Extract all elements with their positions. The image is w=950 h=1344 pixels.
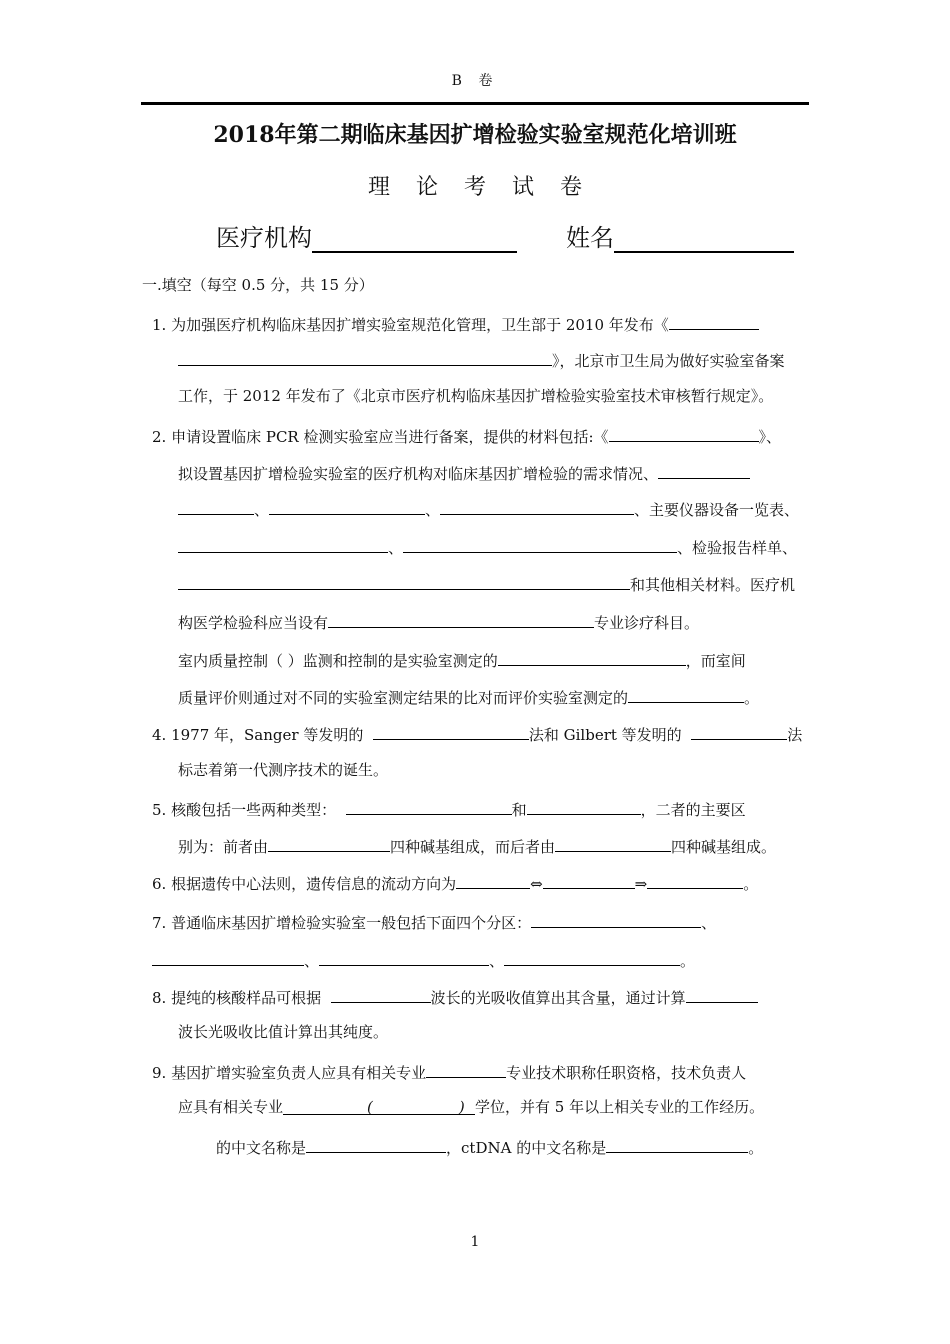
answer-blank[interactable] <box>628 685 744 703</box>
answer-blank[interactable] <box>504 948 680 966</box>
q4-line-1: 4. 1977 年，Sanger 等发明的 法和 Gilbert 等发明的 法 <box>152 722 802 745</box>
q1-line-3: 工作，于 2012 年发布了《北京市医疗机构临床基因扩增检验实验室技术审核暂行规定》。 <box>178 387 774 405</box>
answer-blank[interactable] <box>498 648 686 666</box>
q1-line-2: 》，北京市卫生局为做好实验室备案 <box>178 348 785 371</box>
answer-blank[interactable] <box>691 722 787 740</box>
exam-title: 2018年第二期临床基因扩增检验实验室规范化培训班 <box>213 122 737 148</box>
q8-line-2: 波长光吸收比值计算出其纯度。 <box>178 1023 389 1041</box>
answer-blank[interactable] <box>647 871 743 889</box>
q2-line-2: 拟设置基因扩增检验实验室的医疗机构对临床基因扩增检验的需求情况、 <box>178 461 750 484</box>
institution-blank[interactable] <box>312 223 517 253</box>
answer-blank[interactable] <box>178 348 552 366</box>
name-label: 姓名 <box>566 224 614 252</box>
answer-blank[interactable] <box>178 535 388 553</box>
answer-blank[interactable] <box>669 312 759 330</box>
q2-line-3: 、 、 、主要仪器设备一览表、 <box>178 497 799 520</box>
exam-version-label: B 卷 <box>451 73 499 89</box>
q3-line-1: 室内质量控制（ ）监测和控制的是实验室测定的 ，而室间 <box>178 648 746 671</box>
answer-blank[interactable] <box>346 797 512 815</box>
answer-blank[interactable] <box>686 985 758 1003</box>
answer-blank[interactable] <box>152 948 304 966</box>
q3-line-2: 质量评价则通过对不同的实验室测定结果的比对而评价实验室测定的 。 <box>178 685 759 708</box>
q2-line-6: 构医学检验科应当设有 专业诊疗科目。 <box>178 610 699 633</box>
answer-blank[interactable] <box>658 461 750 479</box>
q4-line-2: 标志着第一代测序技术的诞生。 <box>178 761 389 779</box>
exam-subtitle: 理论考试卷 <box>367 175 608 200</box>
answer-blank[interactable] <box>269 497 425 515</box>
answer-blank[interactable] <box>331 985 431 1003</box>
answer-blank[interactable] <box>403 535 677 553</box>
section-heading: 一.填空（每空 0.5 分，共 15 分） <box>142 276 374 294</box>
q5-line-2: 别为：前者由 四种碱基组成，而后者由 四种碱基组成。 <box>178 834 776 857</box>
institution-field <box>216 218 517 253</box>
q7-line-2: 、 、 。 <box>152 948 695 971</box>
answer-blank[interactable] <box>609 424 759 442</box>
page-number: 1 <box>470 1234 480 1250</box>
q6-line-1: 6. 根据遗传中心法则，遗传信息的流动方向为 ⇔ ⇒ 。 <box>152 871 758 894</box>
header-rule <box>141 102 809 105</box>
q1-line-1: 1. 为加强医疗机构临床基因扩增实验室规范化管理，卫生部于 2010 年发布《 <box>152 312 759 335</box>
answer-blank[interactable] <box>328 610 594 628</box>
q10-line-1: 的中文名称是 ，ctDNA 的中文名称是 。 <box>216 1135 763 1158</box>
answer-blank[interactable] <box>178 497 254 515</box>
q9-line-2: 应具有相关专业 ( ) 学位，并有 5 年以上相关专业的工作经历。 <box>178 1098 765 1116</box>
name-field <box>566 218 794 253</box>
answer-blank[interactable] <box>606 1135 748 1153</box>
answer-blank[interactable] <box>555 834 671 852</box>
q5-line-1: 5. 核酸包括一些两种类型： 和 ，二者的主要区 <box>152 797 746 820</box>
answer-blank[interactable] <box>373 722 529 740</box>
q2-line-1: 2. 申请设置临床 PCR 检测实验室应当进行备案，提供的材料包括:《 》、 <box>152 424 781 447</box>
name-blank[interactable] <box>614 223 794 253</box>
answer-blank[interactable] <box>543 871 635 889</box>
answer-blank[interactable] <box>319 948 489 966</box>
answer-blank[interactable] <box>178 572 630 590</box>
q2-line-5: 和其他相关材料。医疗机 <box>178 572 795 595</box>
q9-line-1: 9. 基因扩增实验室负责人应具有相关专业 专业技术职称任职资格，技术负责人 <box>152 1060 746 1083</box>
institution-label: 医疗机构 <box>216 224 312 252</box>
answer-blank[interactable] <box>456 871 530 889</box>
right-arrow-icon: ⇒ <box>634 875 648 893</box>
answer-blank[interactable] <box>531 910 701 928</box>
bidirectional-arrow-icon: ⇔ <box>530 875 543 893</box>
answer-blank[interactable] <box>440 497 634 515</box>
q8-line-1: 8. 提纯的核酸样品可根据 波长的光吸收值算出其含量，通过计算 <box>152 985 758 1008</box>
q7-line-1: 7. 普通临床基因扩增检验实验室一般包括下面四个分区： 、 <box>152 910 716 933</box>
answer-blank[interactable] <box>268 834 390 852</box>
answer-blank[interactable] <box>306 1135 446 1153</box>
answer-blank[interactable] <box>426 1060 506 1078</box>
answer-blank[interactable] <box>527 797 641 815</box>
answer-blank[interactable]: ( ) <box>283 1097 475 1115</box>
q2-line-4: 、 、检验报告样单、 <box>178 535 797 558</box>
